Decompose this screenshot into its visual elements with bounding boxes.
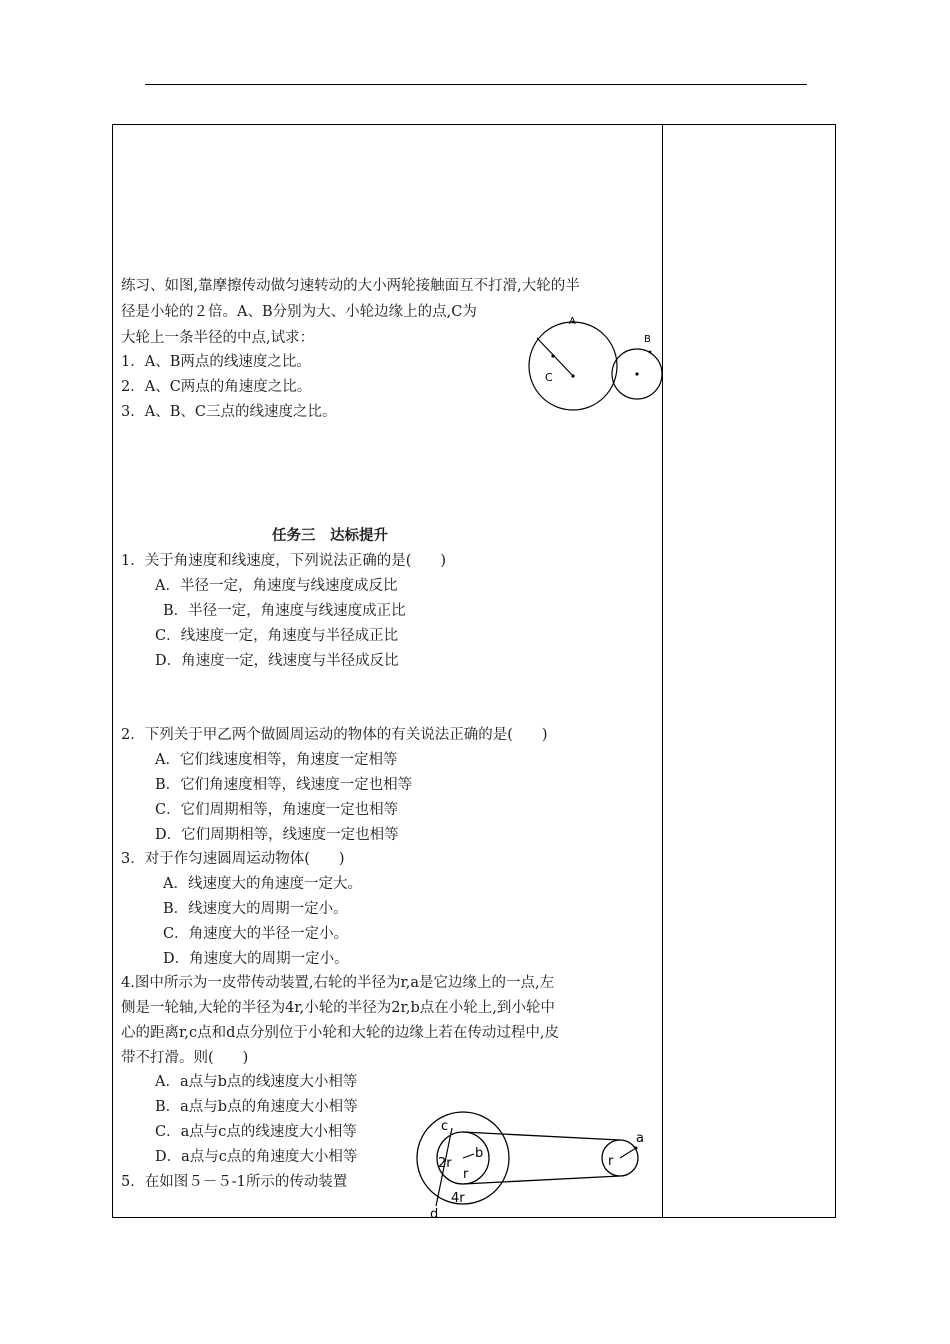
- point-c-dot: [551, 354, 554, 357]
- label-c: C: [545, 371, 553, 384]
- label-d: d: [430, 1207, 439, 1222]
- small-wheel-center: [635, 372, 638, 375]
- q1-option-c: C．线速度一定，角速度与半径成正比: [155, 628, 399, 644]
- q3-option-b: B．线速度大的周期一定小。: [163, 901, 348, 917]
- exercise-item-2: 2．A、C两点的角速度之比。: [121, 379, 312, 395]
- q4-stem-line-3: 心的距离r,c点和d点分别位于小轮和大轮的边缘上若在传动过程中,皮: [121, 1025, 559, 1041]
- header-rule: [145, 84, 807, 85]
- q4-option-a: A．a点与b点的线速度大小相等: [155, 1074, 358, 1090]
- q4-stem-line-1: 4.图中所示为一皮带传动装置,右轮的半径为r,a是它边缘上的一点,左: [121, 975, 555, 991]
- belt-top: [463, 1132, 620, 1140]
- belt-drive-figure: [414, 1110, 664, 1220]
- label-r-right: r: [608, 1154, 614, 1169]
- label-4r: 4r: [451, 1191, 465, 1206]
- q3-option-a: A．线速度大的角速度一定大。: [163, 876, 362, 892]
- q5-stem: 5．在如图５－５-1所示的传动装置: [121, 1174, 348, 1190]
- label-b: b: [475, 1146, 484, 1161]
- q3-option-d: D．角速度大的周期一定小。: [163, 951, 349, 967]
- point-b-dot: [649, 351, 652, 354]
- q1-option-a: A．半径一定，角速度与线速度成反比: [155, 578, 398, 594]
- q3-option-c: C．角速度大的半径一定小。: [163, 926, 349, 942]
- exercise-line-3: 大轮上一条半径的中点,试求：: [121, 330, 315, 346]
- q4-option-d: D．a点与c点的角速度大小相等: [155, 1149, 358, 1165]
- large-wheel-radius: [537, 338, 573, 376]
- exercise-line-1: 练习、如图,靠摩擦传动做匀速转动的大小两轮接触面互不打滑,大轮的半: [121, 278, 580, 294]
- right-radius-line: [620, 1148, 636, 1158]
- q1-stem: 1．关于角速度和线速度，下列说法正确的是( ): [121, 553, 447, 569]
- exercise-item-1: 1．A、B两点的线速度之比。: [121, 354, 311, 370]
- label-c: c: [441, 1119, 449, 1134]
- q2-stem: 2．下列关于甲乙两个做圆周运动的物体的有关说法正确的是( ): [121, 727, 548, 743]
- q2-option-c: C．它们周期相等，角速度一定也相等: [155, 802, 399, 818]
- belt-bottom: [463, 1176, 620, 1184]
- q4-option-b: B．a点与b点的角速度大小相等: [155, 1099, 358, 1115]
- exercise-line-2: 径是小轮的２倍。A、B分别为大、小轮边缘上的点,C为: [121, 304, 477, 320]
- large-wheel-center: [571, 374, 574, 377]
- large-wheel: [529, 322, 617, 410]
- q2-option-b: B．它们角速度相等，线速度一定也相等: [155, 777, 413, 793]
- label-r-small: r: [463, 1167, 469, 1182]
- task-heading: 任务三 达标提升: [272, 528, 388, 544]
- q1-option-b: B．半径一定，角速度与线速度成正比: [163, 603, 406, 619]
- table-column-divider: [662, 124, 663, 1218]
- exercise-item-3: 3．A、B、C三点的线速度之比。: [121, 404, 337, 420]
- label-a: A: [569, 316, 576, 327]
- q2-option-a: A．它们线速度相等，角速度一定相等: [155, 752, 398, 768]
- q4-stem-line-2: 侧是一轮轴,大轮的半径为4r,小轮的半径为2r,b点在小轮上,到小轮中: [121, 1000, 555, 1016]
- q2-option-d: D．它们周期相等，线速度一定也相等: [155, 827, 399, 843]
- point-a-dot: [635, 1147, 638, 1150]
- q1-option-d: D．角速度一定，线速度与半径成反比: [155, 653, 399, 669]
- label-2r: 2r: [438, 1156, 452, 1171]
- q3-stem: 3．对于作匀速圆周运动物体( ): [121, 851, 345, 867]
- radius-b-line: [463, 1154, 474, 1158]
- label-a: a: [636, 1131, 644, 1146]
- q4-stem-line-4: 带不打滑。则( ): [121, 1050, 249, 1066]
- label-b: B: [644, 334, 651, 345]
- q4-option-c: C．a点与c点的线速度大小相等: [155, 1124, 357, 1140]
- friction-wheels-figure: [525, 310, 670, 420]
